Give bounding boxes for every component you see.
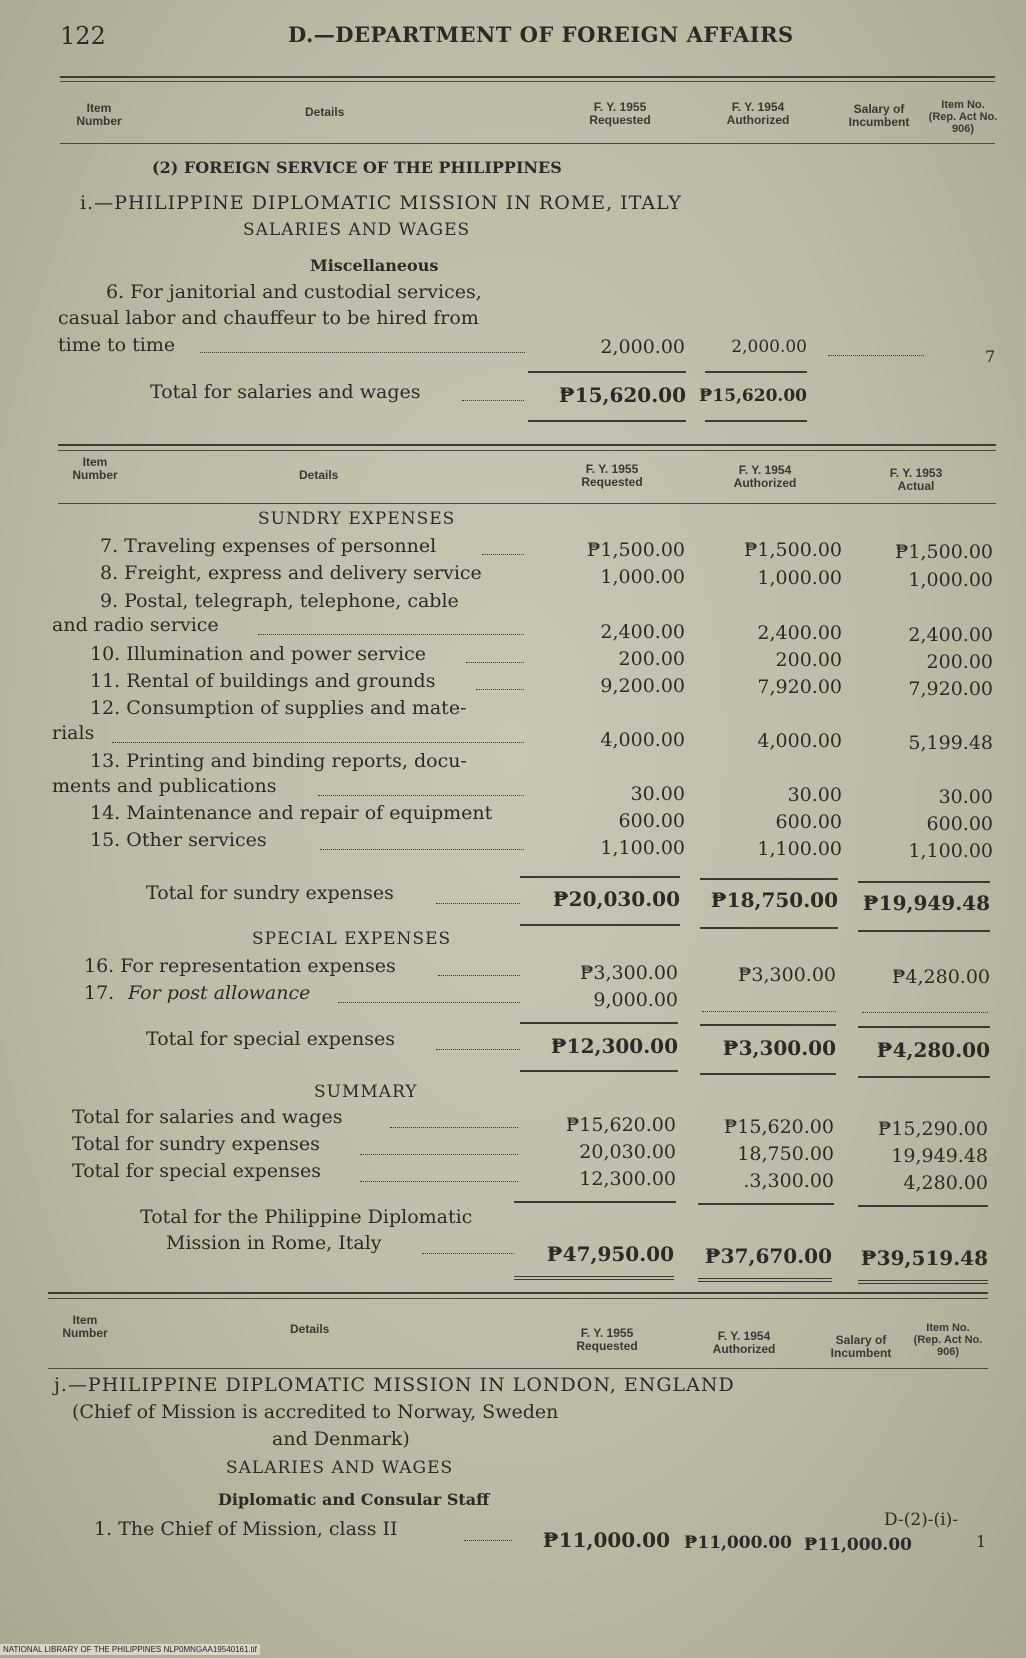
sundry-item-label: 11. Rental of buildings and grounds bbox=[90, 670, 436, 692]
sundry-item-actual: 200.00 bbox=[926, 651, 993, 673]
sundry-item-label: 12. Consumption of supplies and mate- bbox=[90, 697, 467, 719]
london-item1-authorized: ₱11,000.00 bbox=[683, 1533, 792, 1553]
sundry-item-actual: 7,920.00 bbox=[908, 678, 993, 700]
sundry-item-authorized: 2,400.00 bbox=[757, 622, 842, 644]
header1-item-number: Item Number bbox=[76, 101, 122, 128]
rome-salaries-heading: SALARIES AND WAGES bbox=[243, 220, 471, 240]
summary-row-label: Total for salaries and wages bbox=[72, 1106, 343, 1128]
sundry-item-label-cont: ments and publications bbox=[52, 775, 277, 797]
special-total-authorized: ₱3,300.00 bbox=[722, 1036, 836, 1060]
sundry-item-requested: 200.00 bbox=[618, 648, 685, 670]
item17-label: For post allowance bbox=[128, 982, 311, 1004]
sundry-item-authorized: 1,100.00 bbox=[757, 838, 842, 860]
summary-row-actual: ₱15,290.00 bbox=[877, 1118, 988, 1140]
sundry-item-authorized: ₱1,500.00 bbox=[743, 539, 842, 561]
sundry-item-authorized: 600.00 bbox=[775, 811, 842, 833]
sundry-item-requested: ₱1,500.00 bbox=[586, 539, 685, 561]
header3-salary: Salary of Incumbent bbox=[830, 1333, 892, 1360]
grand-total-actual: ₱39,519.48 bbox=[860, 1246, 988, 1270]
summary-row-requested: 20,030.00 bbox=[579, 1141, 676, 1163]
sundry-item-label: 15. Other services bbox=[90, 829, 267, 851]
sundry-total-requested: ₱20,030.00 bbox=[552, 887, 680, 911]
header2-details: Details bbox=[299, 468, 339, 482]
header1-details: Details bbox=[305, 105, 345, 119]
sundry-item-label: 13. Printing and binding reports, docu- bbox=[90, 750, 467, 772]
sundry-item-requested: 4,000.00 bbox=[600, 729, 685, 751]
rome-salaries-total-label: Total for salaries and wages bbox=[150, 381, 421, 403]
section-title: (2) FOREIGN SERVICE OF THE PHILIPPINES bbox=[152, 158, 562, 177]
sundry-item-authorized: 1,000.00 bbox=[757, 567, 842, 589]
grand-total-requested: ₱47,950.00 bbox=[546, 1242, 674, 1266]
header2-fy1953: F. Y. 1953 Actual bbox=[889, 466, 943, 493]
sundry-item-authorized: 200.00 bbox=[775, 649, 842, 671]
header2-item-number: Item Number bbox=[72, 455, 118, 482]
sundry-item-requested: 9,200.00 bbox=[600, 675, 685, 697]
sundry-item-actual: 1,100.00 bbox=[908, 840, 993, 862]
sundry-item-authorized: 7,920.00 bbox=[757, 676, 842, 698]
rome-salaries-total-requested: ₱15,620.00 bbox=[558, 383, 686, 407]
london-mission-title: j.—PHILIPPINE DIPLOMATIC MISSION IN LONDON, ENGLAND bbox=[54, 1374, 735, 1396]
sundry-item-label: 9. Postal, telegraph, telephone, cable bbox=[100, 590, 459, 612]
item16-requested: ₱3,300.00 bbox=[579, 962, 678, 984]
summary-heading: SUMMARY bbox=[314, 1082, 418, 1102]
sundry-item-label: 8. Freight, express and delivery service bbox=[100, 562, 482, 584]
special-total-label: Total for special expenses bbox=[146, 1028, 395, 1050]
running-title: D.—DEPARTMENT OF FOREIGN AFFAIRS bbox=[288, 22, 794, 47]
header1-salary: Salary of Incumbent bbox=[848, 102, 910, 129]
summary-row-requested: ₱15,620.00 bbox=[565, 1114, 676, 1136]
sundry-item-requested: 30.00 bbox=[630, 783, 685, 805]
item17-number: 17. bbox=[84, 982, 115, 1004]
sundry-item-label: 7. Traveling expenses of personnel bbox=[100, 535, 437, 557]
sundry-total-authorized: ₱18,750.00 bbox=[710, 888, 838, 912]
header1-fy1954: F. Y. 1954 Authorized bbox=[726, 100, 790, 127]
header3-details: Details bbox=[290, 1322, 330, 1336]
grand-total-authorized: ₱37,670.00 bbox=[704, 1244, 832, 1268]
sundry-item-actual: ₱1,500.00 bbox=[894, 541, 993, 563]
rome-salaries-total-authorized: ₱15,620.00 bbox=[698, 386, 807, 406]
sundry-item-actual: 5,199.48 bbox=[908, 732, 993, 754]
sundry-total-label: Total for sundry expenses bbox=[146, 882, 394, 904]
item17-requested: 9,000.00 bbox=[593, 989, 678, 1011]
item6-line3: time to time bbox=[58, 334, 176, 356]
london-item1-item-no: 1 bbox=[976, 1532, 987, 1551]
summary-row-authorized: ₱15,620.00 bbox=[723, 1116, 834, 1138]
sundry-item-label: 14. Maintenance and repair of equipment bbox=[90, 802, 493, 824]
london-code: D-(2)-(i)- bbox=[884, 1510, 958, 1530]
london-mission-sub1: (Chief of Mission is accredited to Norway, Sweden bbox=[72, 1401, 559, 1423]
header2-fy1954: F. Y. 1954 Authorized bbox=[733, 463, 797, 490]
london-item1-label: 1. The Chief of Mission, class II bbox=[94, 1518, 398, 1540]
sundry-item-requested: 600.00 bbox=[618, 810, 685, 832]
london-staff-heading: Diplomatic and Consular Staff bbox=[218, 1490, 490, 1509]
special-total-actual: ₱4,280.00 bbox=[876, 1038, 990, 1062]
summary-row-label: Total for sundry expenses bbox=[72, 1133, 320, 1155]
summary-row-actual: 4,280.00 bbox=[903, 1172, 988, 1194]
item16-label: 16. For representation expenses bbox=[84, 955, 396, 977]
sundry-item-requested: 2,400.00 bbox=[600, 621, 685, 643]
summary-row-label: Total for special expenses bbox=[72, 1160, 321, 1182]
london-salaries-heading: SALARIES AND WAGES bbox=[226, 1458, 454, 1478]
header3-fy1954: F. Y. 1954 Authorized bbox=[712, 1329, 776, 1356]
summary-row-requested: 12,300.00 bbox=[579, 1168, 676, 1190]
rome-misc-heading: Miscellaneous bbox=[310, 256, 439, 275]
item6-requested: 2,000.00 bbox=[600, 336, 685, 358]
london-item1-requested: ₱11,000.00 bbox=[542, 1528, 670, 1552]
summary-row-authorized: 18,750.00 bbox=[737, 1143, 834, 1165]
library-footer: NATIONAL LIBRARY OF THE PHILIPPINES NLP0MNGAA19540161.tif bbox=[0, 1644, 260, 1655]
sundry-item-actual: 30.00 bbox=[938, 786, 993, 808]
sundry-item-label-cont: rials bbox=[52, 722, 95, 744]
sundry-item-label-cont: and radio service bbox=[52, 614, 219, 636]
grand-total-label-line2: Mission in Rome, Italy bbox=[166, 1232, 382, 1254]
summary-row-authorized: .3,300.00 bbox=[743, 1170, 834, 1192]
london-mission-sub2: and Denmark) bbox=[272, 1428, 410, 1450]
sundry-item-authorized: 30.00 bbox=[787, 784, 842, 806]
sundry-item-requested: 1,100.00 bbox=[600, 837, 685, 859]
sundry-item-actual: 1,000.00 bbox=[908, 569, 993, 591]
special-total-requested: ₱12,300.00 bbox=[550, 1034, 678, 1058]
sundry-item-authorized: 4,000.00 bbox=[757, 730, 842, 752]
header1-item-no: Item No. (Rep. Act No. 906) bbox=[928, 99, 998, 135]
item6-line1: 6. For janitorial and custodial services, bbox=[106, 281, 482, 303]
london-item1-salary: ₱11,000.00 bbox=[803, 1535, 912, 1555]
sundry-item-actual: 600.00 bbox=[926, 813, 993, 835]
header1-fy1955: F. Y. 1955 Requested bbox=[589, 100, 651, 127]
header3-fy1955: F. Y. 1955 Requested bbox=[576, 1326, 638, 1353]
summary-row-actual: 19,949.48 bbox=[891, 1145, 988, 1167]
header3-item-number: Item Number bbox=[62, 1313, 108, 1340]
header2-fy1955: F. Y. 1955 Requested bbox=[581, 462, 643, 489]
rome-mission-title: i.—PHILIPPINE DIPLOMATIC MISSION IN ROME, ITALY bbox=[80, 192, 682, 214]
item16-authorized: ₱3,300.00 bbox=[737, 964, 836, 986]
special-heading: SPECIAL EXPENSES bbox=[252, 929, 452, 949]
item16-actual: ₱4,280.00 bbox=[891, 966, 990, 988]
sundry-item-label: 10. Illumination and power service bbox=[90, 643, 427, 665]
grand-total-label-line1: Total for the Philippine Diplomatic bbox=[140, 1206, 473, 1228]
sundry-heading: SUNDRY EXPENSES bbox=[258, 509, 456, 529]
sundry-item-actual: 2,400.00 bbox=[908, 624, 993, 646]
item6-item-no: 7 bbox=[985, 347, 996, 366]
page-number: 122 bbox=[60, 22, 106, 50]
sundry-item-requested: 1,000.00 bbox=[600, 566, 685, 588]
sundry-total-actual: ₱19,949.48 bbox=[862, 891, 990, 915]
item6-line2: casual labor and chauffeur to be hired from bbox=[58, 307, 479, 329]
item6-authorized: 2,000.00 bbox=[731, 337, 807, 357]
header3-item-no: Item No. (Rep. Act No. 906) bbox=[913, 1322, 983, 1358]
